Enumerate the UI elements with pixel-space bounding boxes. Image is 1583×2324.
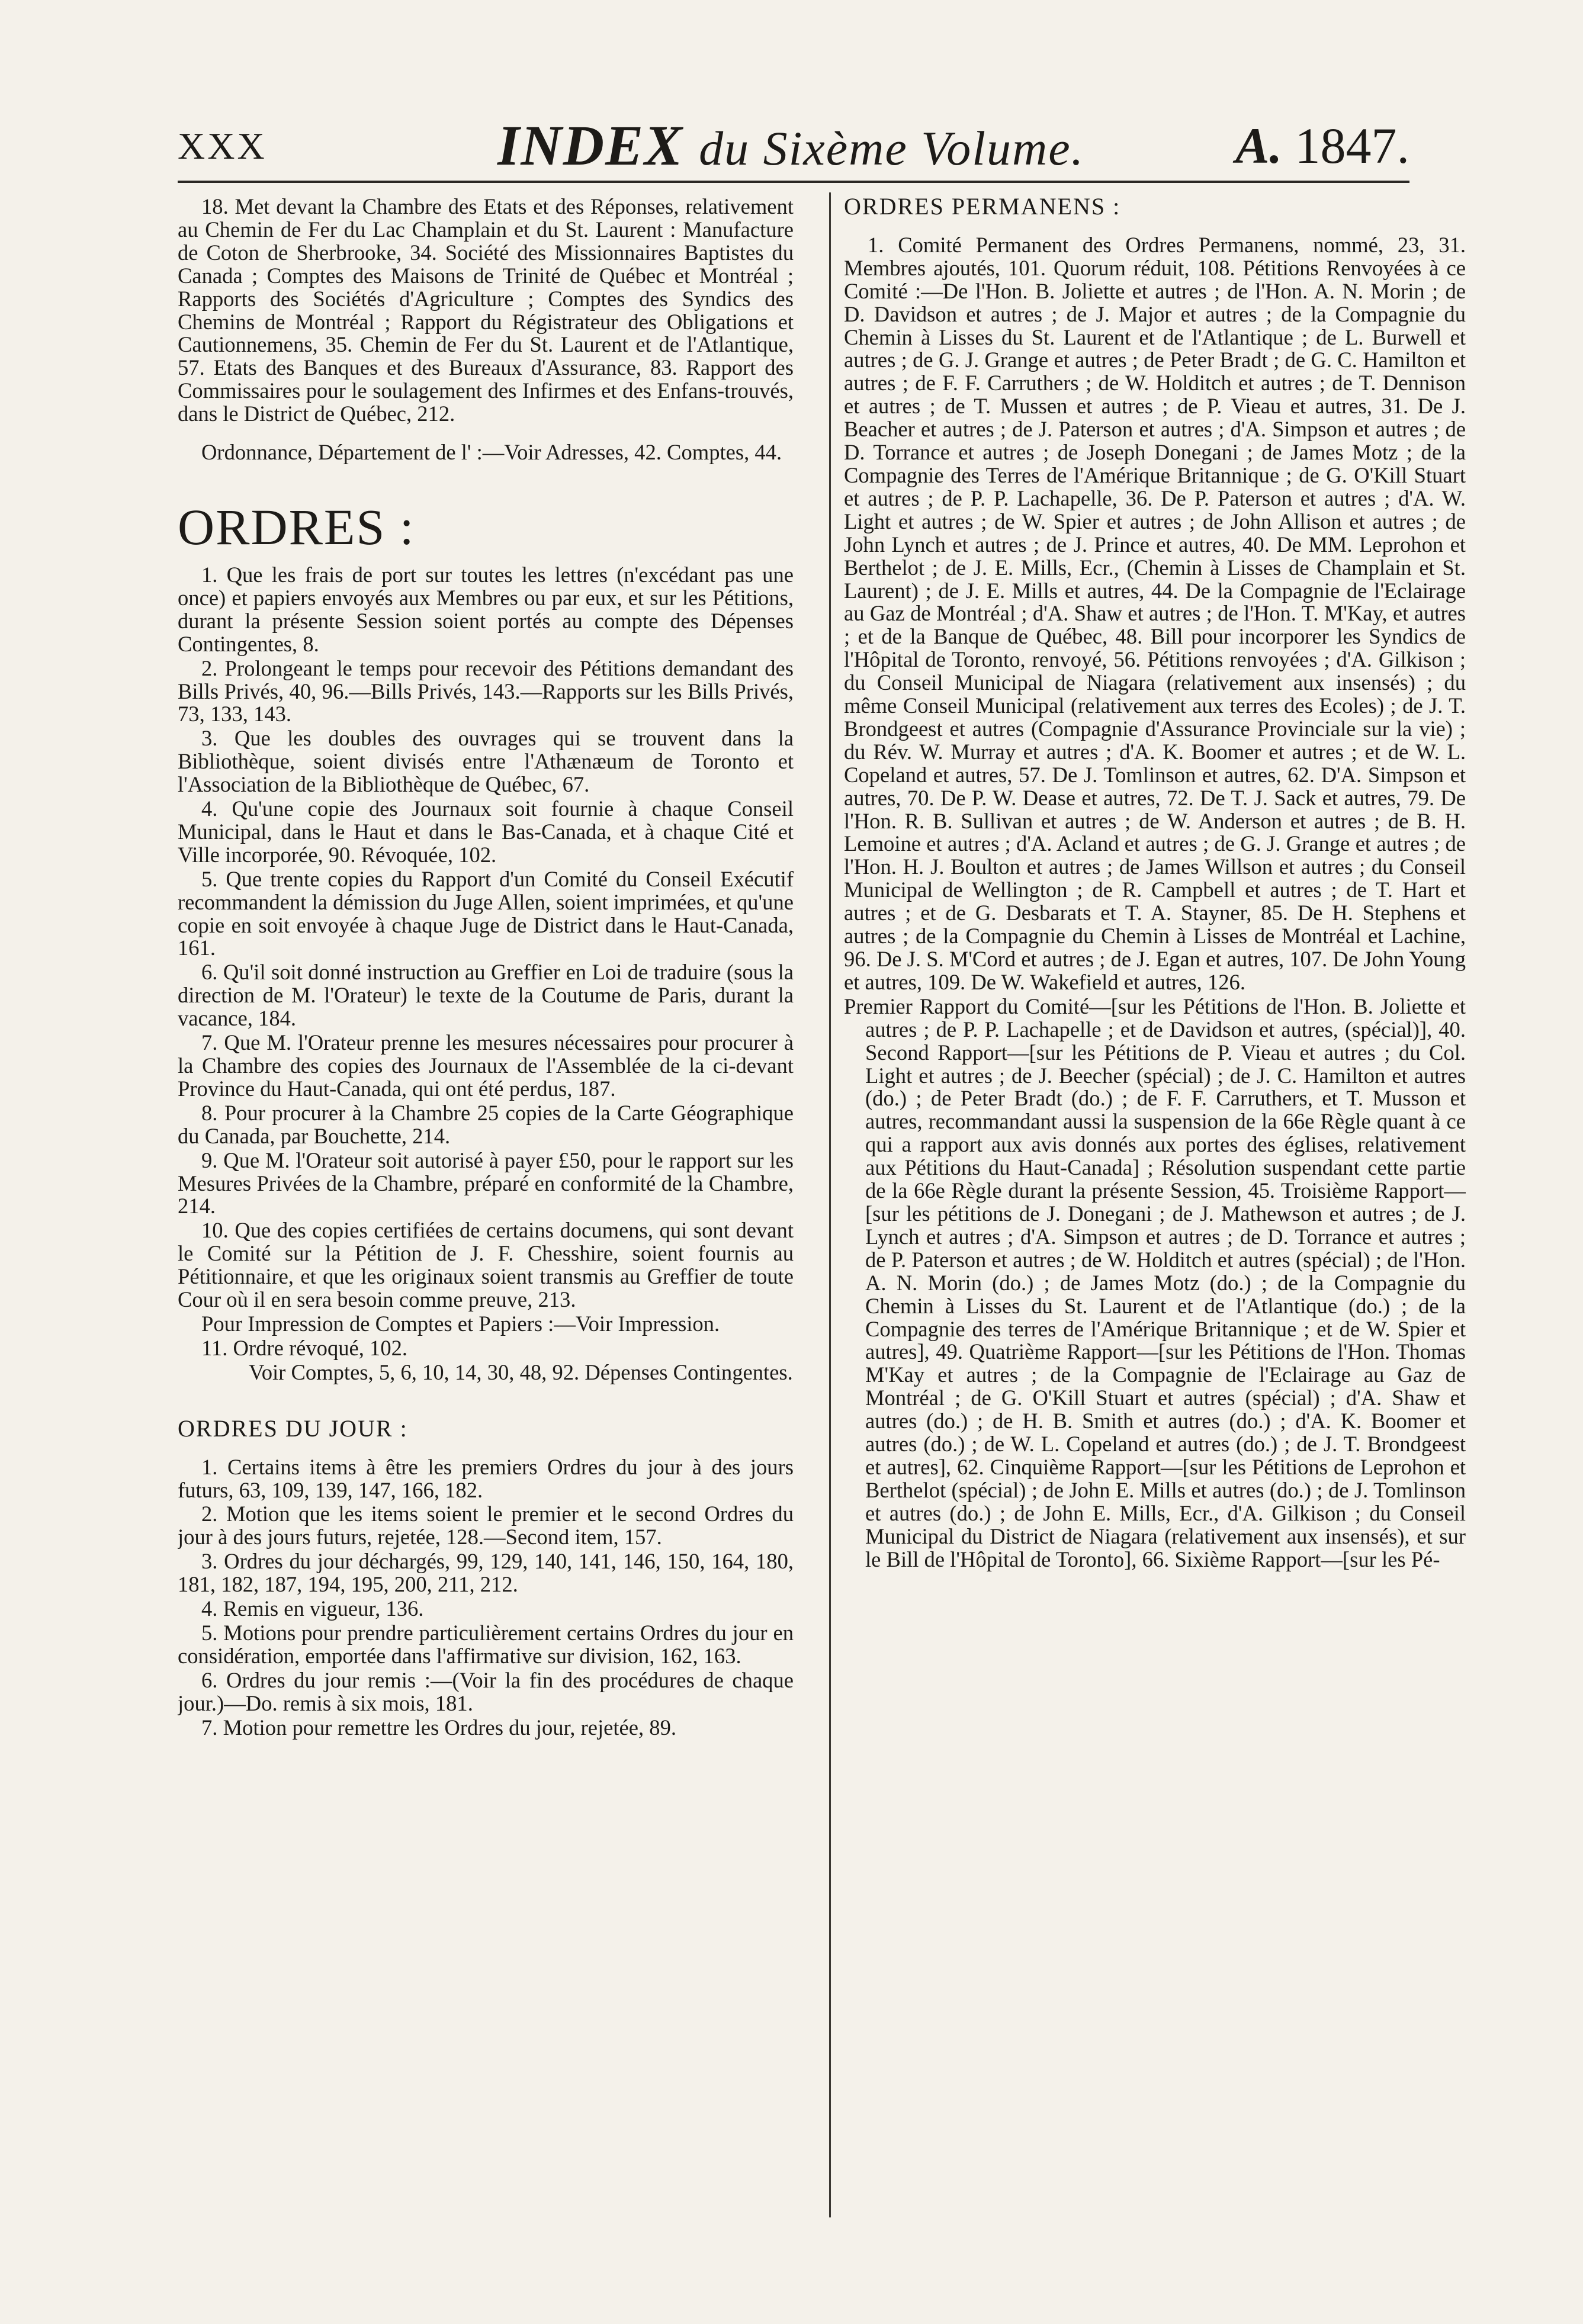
index-entry: Pour Impression de Comptes et Papiers :—Voir Impression. (201, 1311, 720, 1336)
year-abbrev: A. (1235, 117, 1282, 174)
index-entry: 2. Motion que les items soient le premier et le second Ordres du jour à des jours futurs, rejetée, 128.—Second item, 157. (178, 1502, 794, 1550)
year-value: 1847. (1295, 117, 1409, 174)
index-entry: 5. Motions pour prendre particulièrement certains Ordres du jour en considération, emportée dans l'affirmative sur division, 162, 163. (178, 1620, 794, 1668)
index-entry: 4. Remis en vigueur, 136. (201, 1596, 424, 1621)
running-title-sub: du Sixème Volume. (699, 121, 1085, 175)
index-entry: 1. Que les frais de port sur toutes les lettres (n'excédant pas une once) et papiers envoyés aux Membres ou par eux, et sur les Pétitions, durant la présente Session soient portés au compte des Dépenses Contingentes, 8. (178, 562, 794, 656)
index-entry: 6. Qu'il soit donné instruction au Greffier en Loi de traduire (sous la direction de M. l'Orateur) le texte de la Coutume de Paris, durant la vacance, 184. (178, 960, 794, 1031)
index-entry: 7. Que M. l'Orateur prenne les mesures nécessaires pour procurer à la Chambre des copies des Journaux de l'Assemblée de la ci-devant Province du Haut-Canada, qui ont été perdus, 187. (178, 1030, 794, 1101)
section-heading: ORDRES PERMANENS : (844, 195, 1121, 220)
index-entry: 11. Ordre révoqué, 102. (201, 1335, 408, 1360)
index-entry: Voir Comptes, 5, 6, 10, 14, 30, 48, 92. Dépenses Contingentes. (249, 1359, 793, 1384)
index-entry: Ordonnance, Département de l' :—Voir Adresses, 42. Comptes, 44. (201, 440, 782, 465)
index-entry: 1. Comité Permanent des Ordres Permanens, nommé, 23, 31. Membres ajoutés, 101. Quorum réduit, 108. Pétitions Renvoyées à ce Comité :—De l'Hon. B. Joliette et autres ; de l'Hon. A. N. Morin ; de D. Davidson et autres ; de J. Major et autres ; de la Compagnie du Chemin à Lisses du St. Laurent et de l'Atlantique ; de L. Burwell et autres ; de G. J. Grange et autres ; de Peter Bradt ; de G. C. Hamilton et autres ; de F. F. Carruthers ; de W. Holditch et autres ; de T. Dennison et autres ; de T. Mussen et autres ; de P. Vieau et autres, 31. De J. Beacher et autres ; de J. Paterson et autres ; d'A. Simpson et autres ; de D. Torrance et autres ; de Joseph Donegani ; de James Motz ; de la Compagnie des Terres de l'Amérique Britannique ; de G. O'Kill Stuart et autres ; de P. P. Lachapelle, 36. De P. Paterson et autres ; d'A. W. Light et autres ; de W. Spier et autres ; de John Allison et autres ; de John Lynch et autres ; de J. Prince et autres, 40. De MM. Leprohon et Berthelot ; de J. E. Mills, Ecr., (Chemin à Lisses de Champlain et St. Laurent) ; de J. E. Mills et autres, 44. De la Compagnie de l'Eclairage au Gaz de Montréal ; d'A. Shaw et autres ; de l'Hon. T. M'Kay, et autres ; et de la Banque de Québec, 48. Bill pour incorporer les Syndics de l'Hôpital de Toronto, renvoyé, 56. Pétitions renvoyées ; d'A. Gilkison ; du Conseil Municipal de Niagara (relativement aux insensés) ; du même Conseil Municipal (relativement aux terres des Ecoles) ; de J. T. Brondgeest et autres (Compagnie d'Assurance Provinciale sur la vie) ; du Rév. W. Murray et autres ; d'A. K. Boomer et autres ; et de W. L. Copeland et autres, 57. De J. Tomlinson et autres, 62. D'A. Simpson et autres, 70. De P. W. Dease et autres, 72. De T. J. Sack et autres, 79. De l'Hon. R. B. Sullivan et autres ; de W. Anderson et autres ; de B. H. Lemoine et autres ; d'A. Acland et autres ; de G. J. Grange et autres ; de l'Hon. H. J. Boulton et autres ; de James Willson et autres ; du Conseil Municipal de Wellington ; de R. Campbell et autres ; de T. Hart et autres ; et de G. Desbarats et T. A. Stayner, 85. De H. Stephens et autres ; de la Compagnie du Chemin à Lisses de Montréal et Lachine, 96. De J. S. M'Cord et autres ; de J. Egan et autres, 107. De John Young et autres, 109. De W. Wakefield et autres, 126. (844, 232, 1466, 994)
index-entry: 4. Qu'une copie des Journaux soit fournie à chaque Conseil Municipal, dans le Haut et dans le Bas-Canada, et à chaque Cité et Ville incorporée, 90. Révoquée, 102. (178, 796, 794, 867)
left-column (178, 195, 794, 2250)
running-title (497, 112, 1084, 178)
page-header (178, 112, 1409, 178)
right-column (844, 195, 1466, 2250)
index-entry: 18. Met devant la Chambre des Etats et des Réponses, relativement au Chemin de Fer du Lac Champlain et du St. Laurent : Manufacture de Coton de Sherbrooke, 34. Société des Missionnaires Baptistes du Canada ; Comptes des Maisons de Trinité de Québec et Montréal ; Rapports des Sociétés d'Agriculture ; Comptes des Syndics des Chemins de Montréal ; Rapport du Régistrateur des Obligations et Cautionnemens, 35. Chemin de Fer du St. Laurent et de l'Atlantique, 57. Etats des Banques et des Bureaux d'Assurance, 83. Rapport des Commissaires pour le soulagement des Infirmes et des Enfans-trouvés, dans le District de Québec, 212. (178, 195, 794, 426)
section-heading: ORDRES : (178, 498, 415, 555)
index-entry: 2. Prolongeant le temps pour recevoir des Pétitions demandant des Bills Privés, 40, 96.—Bills Privés, 143.—Rapports sur les Bills Privés, 73, 133, 143. (178, 655, 794, 727)
index-entry: 7. Motion pour remettre les Ordres du jour, rejetée, 89. (201, 1715, 677, 1740)
section-heading: ORDRES DU JOUR : (178, 1415, 408, 1442)
index-entry: 6. Ordres du jour remis :—(Voir la fin des procédures de chaque jour.)—Do. remis à six mois, 181. (178, 1667, 794, 1715)
header-year (1235, 116, 1409, 175)
index-entry: 10. Que des copies certifiées de certains documens, qui sont devant le Comité sur la Pétition de J. F. Chesshire, soient fournis au Pétitionnaire, et que les originaux soient transmis au Greffier de toute Cour où il en sera besoin comme preuve, 213. (178, 1218, 794, 1312)
index-entry: 3. Que les doubles des ouvrages qui se trouvent dans la Bibliothèque, soient divisés entre l'Athænæum de Toronto et l'Association de la Bibliothèque de Québec, 67. (178, 726, 794, 797)
running-title-main: INDEX (497, 114, 684, 177)
index-entry: Premier Rapport du Comité—[sur les Pétitions de l'Hon. B. Joliette et autres ; de P. P. Lachapelle ; et de Davidson et autres, (spécial)], 40. Second Rapport—[sur les Pétitions de P. Vieau et autres ; du Col. Light et autres ; de J. Beecher (spécial) ; de J. C. Hamilton et autres (do.) ; de Peter Bradt (do.) ; de F. F. Carruthers, et T. Musson et autres, recommandant aussi la suspension de la 66e Règle quant à ce qui a rapport aux avis donnés aux portes des églises, relativement aux Pétitions du Haut-Canada] ; Résolution suspendant cette partie de la 66e Règle durant la présente Session, 45. Troisième Rapport—[sur les pétitions de J. Donegani ; de J. Mathewson et autres ; de J. Lynch et autres ; d'A. Simpson et autres ; de D. Torrance et autres ; de P. Paterson et autres ; de W. Holditch et autres (spécial) ; de l'Hon. A. N. Morin (do.) ; de James Motz (do.) ; de la Compagnie du Chemin à Lisses du St. Laurent et de l'Atlantique (do.) ; de la Compagnie des terres de l'Amérique Britannique ; et de W. Spier et autres], 49. Quatrième Rapport—[sur les Pétitions de l'Hon. Thomas M'Kay et autres ; de la Compagnie de l'Eclairage au Gaz de Montréal ; de G. O'Kill Stuart et autres (spécial) ; d'A. Shaw et autres (do.) ; de H. B. Smith et autres (do.) ; d'A. K. Boomer et autres (do.) ; de W. L. Copeland et autres (do.) ; de J. T. Brondgeest et autres], 62. Cinquième Rapport—[sur les Pétitions de Leprohon et Berthelot (spécial) ; de John E. Mills et autres (do.) ; de J. Tomlinson et autres (do.) ; de John E. Mills, Ecr., d'A. Gilkison ; du Conseil Municipal du District de Niagara (relativement aux insensés), et sur le Bill de l'Hôpital de Toronto], 66. Sixième Rapport—[sur les Pé- (844, 994, 1466, 1571)
page-number: XXX (178, 125, 267, 167)
header-rule (178, 181, 1409, 183)
index-entry: 1. Certains items à être les premiers Ordres du jour à des jours futurs, 63, 109, 139, 147, 166, 182. (178, 1454, 794, 1502)
column-divider (829, 192, 831, 2217)
index-entry: 3. Ordres du jour déchargés, 99, 129, 140, 141, 146, 150, 164, 180, 181, 182, 187, 194, 195, 200, 211, 212. (178, 1549, 794, 1597)
index-entry: 5. Que trente copies du Rapport d'un Comité du Conseil Exécutif recommandent la démission du Juge Allen, soient imprimées, et qu'une copie en soit envoyée à chaque Juge de District dans le Haut-Canada, 161. (178, 866, 794, 960)
index-entry: 9. Que M. l'Orateur soit autorisé à payer £50, pour le rapport sur les Mesures Privées de la Chambre, préparé en conformité de la Chambre, 214. (178, 1147, 794, 1219)
index-entry: 8. Pour procurer à la Chambre 25 copies de la Carte Géographique du Canada, par Bouchette, 214. (178, 1100, 794, 1148)
